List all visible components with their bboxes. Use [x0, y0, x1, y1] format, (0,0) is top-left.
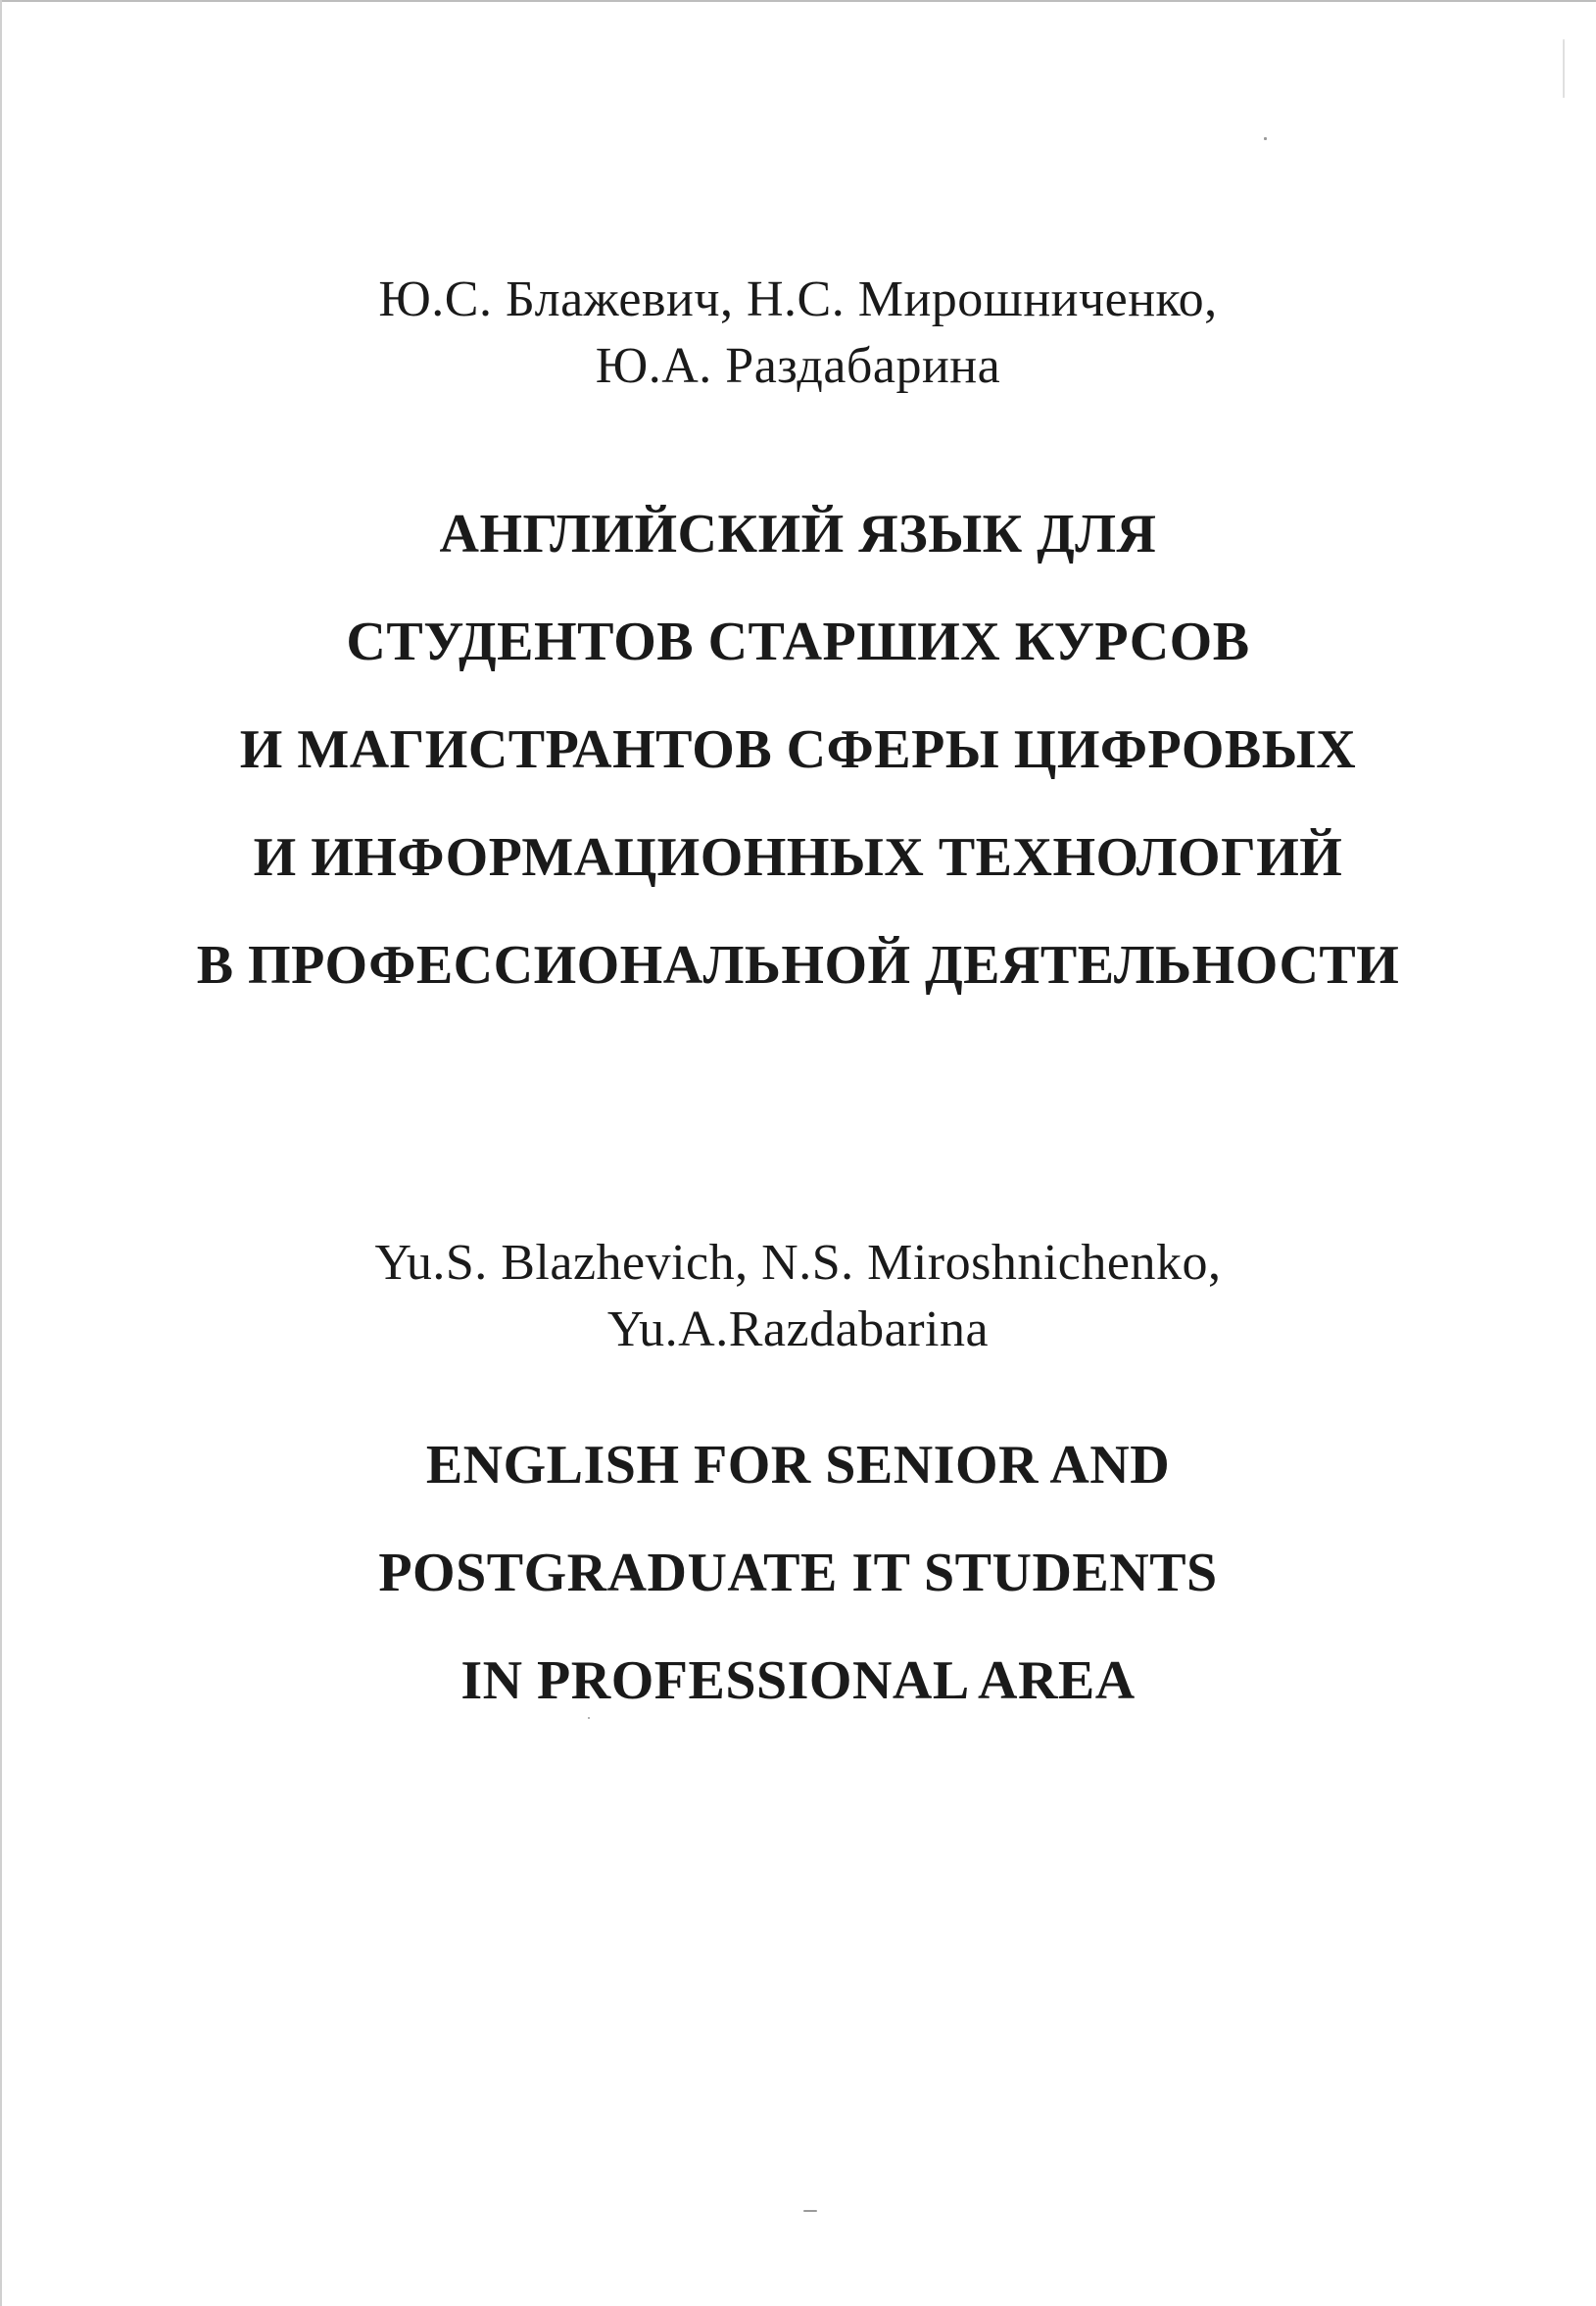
russian-authors	[0, 267, 1596, 400]
scan-edge-top	[0, 0, 1596, 2]
russian-authors-line-1: Ю.С. Блажевич, Н.С. Мирошниченко,	[378, 271, 1218, 327]
english-authors	[0, 1230, 1596, 1363]
russian-title-line-5: В ПРОФЕССИОНАЛЬНОЙ ДЕЯТЕЛЬНОСТИ	[196, 935, 1400, 996]
russian-title-line-2: СТУДЕНТОВ СТАРШИХ КУРСОВ	[346, 612, 1250, 672]
english-authors-line-1: Yu.S. Blazhevich, N.S. Miroshnichenko,	[374, 1235, 1222, 1291]
scan-speck	[1563, 39, 1565, 98]
scan-speck	[588, 1717, 590, 1719]
english-title	[0, 1411, 1596, 1735]
russian-title-line-1: АНГЛИЙСКИЙ ЯЗЫК ДЛЯ	[439, 504, 1157, 564]
scan-speck	[803, 2210, 817, 2212]
english-authors-line-2: Yu.A.Razdabarina	[606, 1301, 990, 1357]
russian-title-line-3: И МАГИСТРАНТОВ СФЕРЫ ЦИФРОВЫХ	[239, 719, 1357, 780]
scan-speck	[1264, 137, 1267, 140]
english-title-line-2: POSTGRADUATE IT STUDENTS	[378, 1543, 1218, 1603]
english-title-line-1: ENGLISH FOR SENIOR AND	[425, 1435, 1171, 1496]
russian-title-line-4: И ИНФОРМАЦИОННЫХ ТЕХНОЛОГИЙ	[253, 827, 1343, 888]
english-title-line-3: IN PROFESSIONAL AREA	[460, 1650, 1136, 1711]
russian-authors-line-2: Ю.А. Раздабарина	[595, 338, 1001, 394]
russian-title	[0, 480, 1596, 1019]
